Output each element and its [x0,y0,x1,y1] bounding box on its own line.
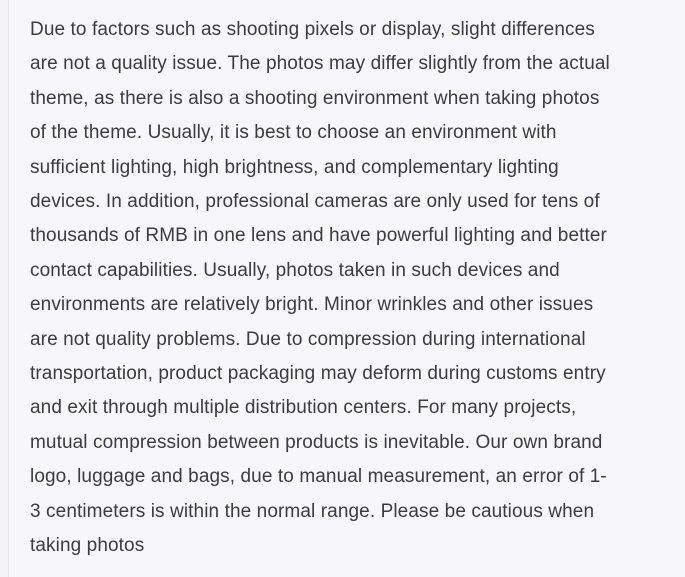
product-description-text [30,13,667,564]
description-line: are not quality problems. Due to compression during international [30,328,586,350]
description-line: Due to factors such as shooting pixels or display, slight differences [30,19,595,40]
description-line: and exit through multiple distribution centers. For many projects, [30,397,577,419]
description-line: thousands of RMB in one lens and have powerful lighting and better [30,225,607,247]
description-line: mutual compression between products is inevitable. Our own brand [30,431,603,453]
description-line: are not a quality issue. The photos may differ slightly from the actual [30,53,610,75]
description-line: taking photos [30,535,145,557]
description-line: environments are relatively bright. Minor wrinkles and other issues [30,294,594,316]
description-line: devices. In addition, professional cameras are only used for tens of [30,191,600,213]
description-line: theme, as there is also a shooting environment when taking photos [30,87,600,109]
description-line: logo, luggage and bags, due to manual measurement, an error of 1- [30,466,607,488]
description-line: 3 centimeters is within the normal range. Please be cautious when [30,500,595,522]
description-line: of the theme. Usually, it is best to choose an environment with [30,122,557,144]
description-line: contact capabilities. Usually, photos taken in such devices and [30,259,560,281]
description-line: transportation, product packaging may deform during customs entry [30,363,606,385]
left-page-edge-divider [0,0,9,577]
description-line: sufficient lighting, high brightness, and complementary lighting [30,156,559,178]
